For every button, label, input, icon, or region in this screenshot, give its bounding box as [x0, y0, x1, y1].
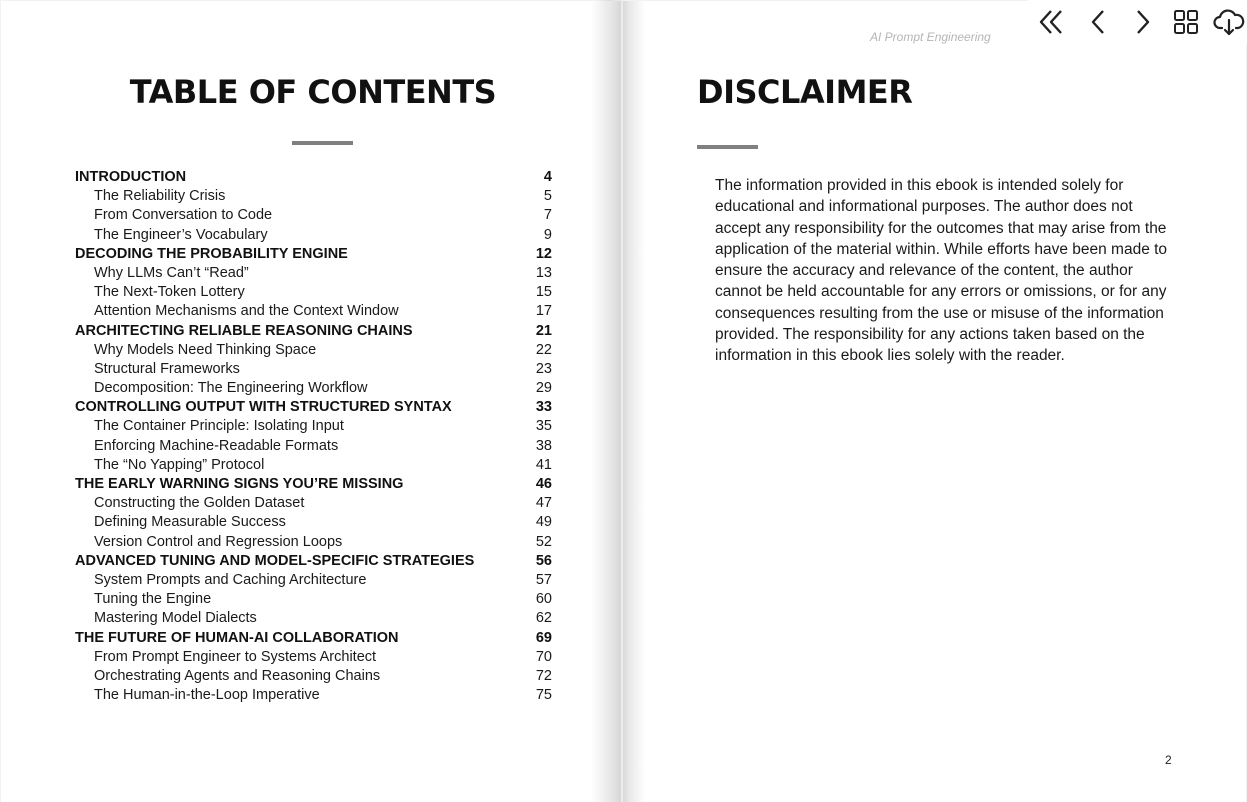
- toc-entry-label: Attention Mechanisms and the Context Window: [94, 303, 399, 320]
- toc-list: [75, 168, 552, 705]
- toc-entry-label: Why LLMs Can’t “Read”: [94, 264, 249, 281]
- first-page-button[interactable]: [1034, 4, 1070, 40]
- toc-section-row[interactable]: [75, 648, 552, 667]
- toc-section-row[interactable]: [75, 456, 552, 475]
- toc-entry-label: Defining Measurable Success: [94, 514, 286, 531]
- toc-entry-label: The Container Principle: Isolating Input: [94, 418, 344, 435]
- toc-entry-label: THE EARLY WARNING SIGNS YOU’RE MISSING: [75, 476, 404, 492]
- toc-chapter-row[interactable]: [75, 245, 552, 264]
- toc-entry-page: 38: [535, 437, 552, 454]
- toc-section-row[interactable]: [75, 187, 552, 206]
- toc-entry-label: Why Models Need Thinking Space: [94, 341, 317, 358]
- right-page: [623, 1, 1246, 802]
- toc-entry-page: 22: [535, 341, 552, 358]
- toc-entry-page: 46: [535, 476, 552, 492]
- page-number: 2: [1165, 753, 1172, 767]
- toc-section-row[interactable]: [75, 283, 552, 302]
- title-divider: [697, 145, 758, 149]
- toc-entry-page: 29: [535, 380, 552, 397]
- toc-entry-page: 21: [535, 322, 552, 339]
- toc-entry-label: ADVANCED TUNING AND MODEL-SPECIFIC STRATEGIES: [75, 552, 475, 569]
- toc-section-row[interactable]: [75, 609, 552, 628]
- toc-entry-label: The Reliability Crisis: [94, 188, 226, 205]
- toc-section-row[interactable]: [75, 206, 552, 225]
- reader-toolbar: [1028, 0, 1247, 44]
- toc-entry-label: System Prompts and Caching Architecture: [94, 571, 367, 588]
- disclaimer-title: DISCLAIMER: [697, 73, 913, 111]
- toc-section-row[interactable]: [75, 667, 552, 686]
- toc-entry-label: CONTROLLING OUTPUT WITH STRUCTURED SYNTAX: [75, 399, 452, 416]
- toc-section-row[interactable]: [75, 417, 552, 436]
- gutter-shadow: [591, 1, 621, 802]
- toc-entry-page: 13: [535, 264, 552, 281]
- next-page-button[interactable]: [1125, 4, 1161, 40]
- grid-icon: [1172, 8, 1200, 36]
- toc-title: TABLE OF CONTENTS: [129, 73, 497, 111]
- toc-section-row[interactable]: [75, 494, 552, 513]
- toc-entry-page: 56: [535, 552, 552, 569]
- title-divider: [292, 141, 353, 145]
- thumbnails-button[interactable]: [1168, 4, 1204, 40]
- toc-section-row[interactable]: [75, 264, 552, 283]
- toc-entry-label: ARCHITECTING RELIABLE REASONING CHAINS: [75, 322, 413, 339]
- toc-entry-page: 49: [535, 514, 552, 531]
- toc-section-row[interactable]: [75, 341, 552, 360]
- toc-section-row[interactable]: [75, 513, 552, 532]
- toc-entry-page: 23: [535, 360, 552, 377]
- toc-entry-label: The Human-in-the-Loop Imperative: [94, 687, 320, 704]
- disclaimer-body: The information provided in this ebook is intended solely for educational and informational purposes. The author does not accept any responsibility for the outcomes that may arise from the application of the material within. While efforts have been made to ensure the accuracy and relevance of the content, the author cannot be held accountable for any errors or omissions, or for any consequences resulting from the use or misuse of the information provided. The responsibility for any actions taken based on the information in this ebook lies solely with the reader.: [715, 177, 1168, 365]
- toc-entry-label: Tuning the Engine: [94, 591, 212, 608]
- toc-chapter-row[interactable]: [75, 475, 552, 494]
- toc-entry-label: The Engineer’s Vocabulary: [94, 226, 268, 243]
- toc-entry-page: 41: [535, 456, 552, 473]
- toc-entry-page: 9: [543, 226, 552, 243]
- toc-section-row[interactable]: [75, 226, 552, 245]
- toc-entry-page: 72: [535, 667, 552, 684]
- toc-entry-page: 12: [535, 245, 552, 262]
- left-page: [1, 1, 621, 802]
- toc-section-row[interactable]: [75, 571, 552, 590]
- toc-section-row[interactable]: [75, 360, 552, 379]
- toc-chapter-row[interactable]: [75, 629, 552, 648]
- toc-section-row[interactable]: [75, 590, 552, 609]
- chevron-left-icon: [1083, 7, 1113, 37]
- toc-entry-label: Decomposition: The Engineering Workflow: [94, 380, 368, 397]
- download-button[interactable]: [1211, 4, 1247, 40]
- toc-entry-page: 62: [535, 610, 552, 627]
- toc-section-row[interactable]: [75, 437, 552, 456]
- toc-entry-page: 33: [535, 399, 552, 416]
- toc-chapter-row[interactable]: [75, 322, 552, 341]
- toc-entry-label: Orchestrating Agents and Reasoning Chains: [94, 667, 381, 684]
- toc-entry-label: Structural Frameworks: [94, 360, 240, 377]
- toc-entry-page: 47: [535, 495, 552, 512]
- toc-chapter-row[interactable]: [75, 552, 552, 571]
- toc-entry-page: 4: [543, 169, 552, 185]
- toc-entry-page: 60: [535, 591, 552, 608]
- toc-entry-page: 52: [535, 533, 552, 550]
- toc-section-row[interactable]: [75, 379, 552, 398]
- chevron-right-icon: [1128, 7, 1158, 37]
- toc-entry-label: DECODING THE PROBABILITY ENGINE: [75, 245, 348, 262]
- toc-entry-label: From Prompt Engineer to Systems Architect: [94, 648, 377, 665]
- toc-entry-label: Enforcing Machine-Readable Formats: [94, 437, 339, 454]
- toc-entry-label: THE FUTURE OF HUMAN-AI COLLABORATION: [75, 629, 399, 646]
- toc-entry-label: Constructing the Golden Dataset: [94, 495, 305, 512]
- toc-chapter-row[interactable]: [75, 398, 552, 417]
- running-header: AI Prompt Engineering: [870, 30, 991, 44]
- toc-entry-label: Version Control and Regression Loops: [94, 533, 343, 550]
- toc-section-row[interactable]: [75, 533, 552, 552]
- toc-entry-page: 69: [535, 629, 552, 646]
- gutter-shadow: [623, 1, 645, 802]
- toc-entry-page: 15: [535, 284, 552, 301]
- toc-entry-page: 57: [535, 571, 552, 588]
- cloud-download-icon: [1213, 7, 1245, 37]
- toc-entry-label: The “No Yapping” Protocol: [94, 456, 265, 473]
- toc-chapter-row[interactable]: [75, 168, 552, 187]
- toc-entry-page: 17: [535, 303, 552, 320]
- toc-entry-page: 35: [535, 418, 552, 435]
- previous-page-button[interactable]: [1080, 4, 1116, 40]
- toc-entry-label: The Next-Token Lottery: [94, 284, 245, 301]
- toc-section-row[interactable]: [75, 686, 552, 705]
- toc-entry-page: 7: [543, 207, 552, 224]
- toc-entry-label: From Conversation to Code: [94, 207, 273, 224]
- toc-entry-label: Mastering Model Dialects: [94, 610, 257, 627]
- toc-entry-page: 75: [535, 687, 552, 704]
- toc-entry-label: INTRODUCTION: [75, 169, 187, 185]
- toc-entry-page: 70: [535, 648, 552, 665]
- toc-entry-page: 5: [543, 188, 552, 205]
- double-chevron-left-icon: [1037, 7, 1067, 37]
- toc-section-row[interactable]: [75, 302, 552, 321]
